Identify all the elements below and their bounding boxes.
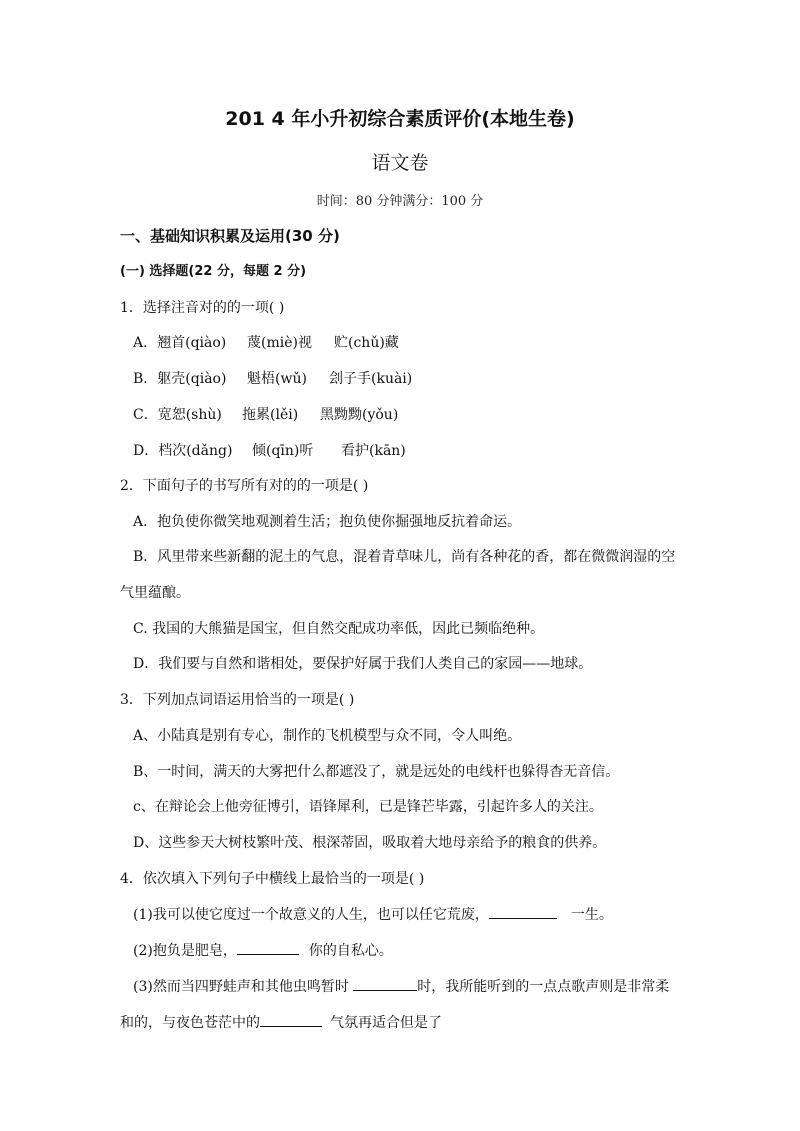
q4-sentence-3	[133, 976, 669, 997]
exam-meta: 时间：80 分钟满分：100 分	[316, 194, 484, 209]
q2-option-a: A．抱负使你微笑地观测着生活；抱负使你掘强地反抗着命运。	[133, 514, 522, 530]
q1-d-3: 看护(kān)	[341, 443, 406, 459]
fill-blank-4[interactable]	[260, 1012, 322, 1027]
q3-stem: 3．下列加点词语运用恰当的一项是( )	[120, 692, 355, 708]
q1-stem: 1．选择注音对的的一项( )	[120, 300, 285, 316]
q1-c-1: C．宽恕(shù)	[133, 407, 222, 423]
q4-s3-post: 时，我所能听到的一点点歌声则是非常柔	[417, 979, 670, 995]
q2-option-c: C. 我国的大熊猫是国宝，但自然交配成功率低，因此已频临绝种。	[133, 621, 545, 637]
q4-sentence-4	[120, 1012, 442, 1033]
fill-blank-3[interactable]	[353, 976, 417, 991]
q4-s4-post: 气氛再适合但是了	[330, 1015, 442, 1031]
q4-s2-post: 你的自私心。	[308, 943, 393, 959]
q1-c-3: 黑黝黝(yǒu)	[320, 407, 399, 423]
q4-s2-pre: (2)抱负是肥皂，	[133, 943, 237, 959]
q1-c-2: 拖累(lěi)	[242, 407, 299, 423]
q1-b-2: 魁梧(wǔ)	[247, 371, 307, 387]
q2-option-d: D．我们要与自然和谐相处，要保护好属于我们人类自己的家园——地球。	[133, 656, 593, 672]
q3-option-d: D、这些参天大树枝繁叶茂、根深蒂固，吸取着大地母亲给予的粮食的供养。	[133, 835, 607, 851]
q1-a-2: 蔑(miè)视	[247, 335, 312, 351]
q1-a-1: A．翘首(qiào)	[133, 335, 227, 351]
q4-stem: 4．依次填入下列句子中横线上最恰当的一项是( )	[120, 871, 425, 887]
q1-d-1: D．档次(dǎng)	[133, 443, 233, 459]
q2-stem: 2．下面句子的书写所有对的的一项是( )	[120, 478, 369, 494]
q3-option-c: c、在辩论会上他旁征博引，语锋犀利，已是锋芒毕露，引起许多人的关注。	[133, 799, 603, 815]
page-title: 201 4 年小升初综合素质评价(本地生卷)	[225, 108, 575, 130]
q2-option-b-line2: 气里蕴酿。	[120, 585, 190, 601]
q4-s1-pre: (1)我可以使它度过一个故意义的人生，也可以任它荒废，	[133, 907, 489, 923]
q3-option-b: B、一时间，满天的大雾把什么都遮没了，就是远处的电线杆也躲得杳无音信。	[133, 764, 620, 780]
q4-s1-post: 一生。	[570, 907, 613, 923]
page-subtitle: 语文卷	[371, 152, 429, 174]
q1-d-2: 倾(qīn)听	[252, 443, 314, 459]
q1-b-1: B．躯壳(qiào)	[133, 371, 227, 387]
q2-option-b-line1: B．风里带来些新翻的泥土的气息，混着青草味儿，尚有各种花的香，都在微微润湿的空	[133, 549, 676, 565]
q4-s4-pre: 和的，与夜色苍茫中的	[120, 1015, 260, 1031]
q4-sentence-1	[133, 904, 613, 925]
q3-option-a: A、小陆真是别有专心，制作的飞机模型与众不同，令人叫绝。	[133, 728, 522, 744]
subsection-heading: (一) 选择题(22 分，每题 2 分)	[120, 264, 307, 279]
q4-s3-pre: (3)然而当四野蛙声和其他虫鸣暂时	[133, 979, 354, 995]
section-heading: 一、基础知识积累及运用(30 分)	[120, 227, 340, 245]
q1-a-3: 贮(chǔ)藏	[334, 335, 399, 351]
q4-sentence-2	[133, 940, 393, 961]
q1-b-3: 刽子手(kuài)	[329, 371, 413, 387]
fill-blank-1[interactable]	[489, 904, 557, 919]
fill-blank-2[interactable]	[237, 940, 299, 955]
